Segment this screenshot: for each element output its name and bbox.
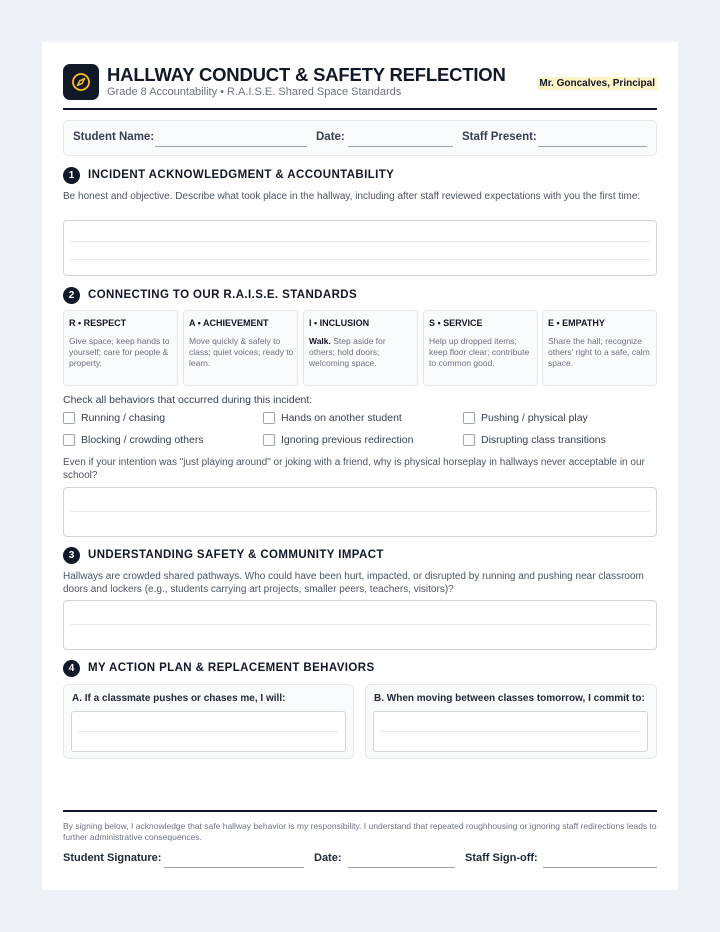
staff-signoff-label: Staff Sign-off:: [465, 852, 538, 864]
checkbox[interactable]: [63, 434, 75, 446]
behavior-check-prompt: Check all behaviors that occurred during this incident:: [63, 394, 313, 406]
incident-answer-box[interactable]: [63, 220, 657, 276]
checkbox-label: Blocking / crowding others: [81, 434, 204, 446]
card-title: A • ACHIEVEMENT: [189, 318, 269, 328]
page-subtitle: Grade 8 Accountability • R.A.I.S.E. Shared Space Standards: [107, 86, 402, 98]
card-text: Help up dropped items; keep floor clear; contribute to common good.: [429, 336, 530, 368]
answer-rule: [380, 731, 641, 732]
card-title: S • SERVICE: [429, 318, 483, 328]
checkbox[interactable]: [463, 434, 475, 446]
header: [63, 64, 657, 110]
student-name-field[interactable]: [155, 146, 307, 147]
answer-rule: [70, 511, 650, 512]
standard-card-service: [423, 310, 538, 386]
signature-date-field[interactable]: [348, 867, 455, 868]
section-4-title: MY ACTION PLAN & REPLACEMENT BEHAVIORS: [88, 662, 375, 674]
answer-rule: [70, 241, 650, 242]
card-text: Move quickly & safely to class; quiet voices; ready to learn.: [189, 336, 294, 368]
footer-divider: [63, 810, 657, 812]
section-3-title: UNDERSTANDING SAFETY & COMMUNITY IMPACT: [88, 549, 384, 561]
checkbox[interactable]: [463, 412, 475, 424]
checkbox-label: Pushing / physical play: [481, 412, 588, 424]
answer-rule: [78, 731, 339, 732]
logo: [63, 64, 99, 100]
horseplay-question: Even if your intention was "just playing around" or joking with a friend, why is physical horseplay in hallways never acceptable in our school?: [63, 457, 645, 481]
compass-icon: [71, 72, 91, 92]
staff-present-label: Staff Present:: [462, 131, 537, 143]
answer-rule: [70, 259, 650, 260]
staff-signoff-field[interactable]: [543, 867, 657, 868]
student-info-bar: [63, 120, 657, 156]
checkbox[interactable]: [263, 412, 275, 424]
answer-rule: [70, 624, 650, 625]
section-3-prompt: Hallways are crowded shared pathways. Who could have been hurt, impacted, or disrupted by running and pushing near classroom doors and lockers (e.g., students carrying art projects, smaller peers, teachers, visitors)?: [63, 571, 644, 595]
acknowledgment-statement: By signing below, I acknowledge that safe hallway behavior is my responsibility. I understand that repeated roughhousing or ignoring staff redirections leads to further administrative consequences.: [63, 821, 657, 842]
section-2-number: 2: [63, 287, 80, 304]
checkbox-label: Hands on another student: [281, 412, 402, 424]
card-text: Share the hall; recognize others' right to a safe, calm space.: [548, 336, 650, 368]
checkbox[interactable]: [263, 434, 275, 446]
section-4-number: 4: [63, 660, 80, 677]
action-plan-a: [63, 684, 354, 759]
section-1-title: INCIDENT ACKNOWLEDGMENT & ACCOUNTABILITY: [88, 169, 395, 181]
plan-b-label: B. When moving between classes tomorrow, I commit to:: [374, 693, 645, 704]
staff-present-field[interactable]: [538, 146, 647, 147]
section-2-title: CONNECTING TO OUR R.A.I.S.E. STANDARDS: [88, 289, 358, 301]
card-title: E • EMPATHY: [548, 318, 605, 328]
action-plan-b: [365, 684, 657, 759]
section-1-prompt: Be honest and objective. Describe what took place in the hallway, including after staff reviewed expectations with you the first time:: [63, 191, 641, 202]
section-1-number: 1: [63, 167, 80, 184]
plan-a-answer-box[interactable]: [71, 711, 346, 752]
checkbox[interactable]: [63, 412, 75, 424]
card-title: I • INCLUSION: [309, 318, 370, 328]
principal-name: Mr. Goncalves, Principal: [539, 78, 655, 89]
standard-card-achievement: [183, 310, 298, 386]
student-signature-field[interactable]: [164, 867, 304, 868]
checkbox-label: Disrupting class transitions: [481, 434, 606, 446]
section-3-number: 3: [63, 547, 80, 564]
checkbox-label: Running / chasing: [81, 412, 166, 424]
standard-card-inclusion: [303, 310, 418, 386]
page-title: HALLWAY CONDUCT & SAFETY REFLECTION: [107, 64, 506, 85]
student-name-label: Student Name:: [73, 131, 155, 143]
date-label: Date:: [316, 131, 345, 143]
student-signature-label: Student Signature:: [63, 852, 162, 864]
reflection-sheet: [42, 42, 678, 890]
plan-a-label: A. If a classmate pushes or chases me, I will:: [72, 693, 286, 704]
standard-card-respect: [63, 310, 178, 386]
date-field[interactable]: [348, 146, 453, 147]
signature-date-label: Date:: [314, 852, 342, 864]
plan-b-answer-box[interactable]: [373, 711, 648, 752]
standard-card-empathy: [542, 310, 657, 386]
impact-answer-box[interactable]: [63, 600, 657, 650]
card-text: Walk. Step aside for others; hold doors; welcoming space.: [309, 336, 386, 368]
horseplay-answer-box[interactable]: [63, 487, 657, 537]
card-title: R • RESPECT: [69, 318, 127, 328]
card-text: Give space; keep hands to yourself; care for people & property.: [69, 336, 170, 368]
checkbox-label: Ignoring previous redirection: [281, 434, 414, 446]
